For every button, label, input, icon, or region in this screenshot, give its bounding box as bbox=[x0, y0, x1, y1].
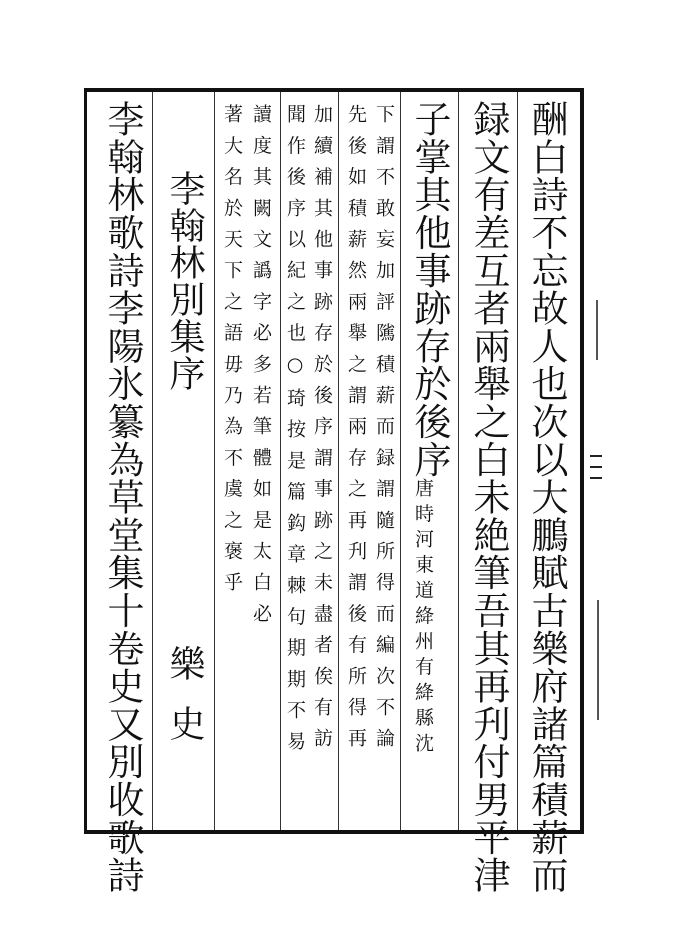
column-rule bbox=[458, 92, 459, 830]
text-column-8: 李翰林歌詩李陽氷纂為草堂集十卷史又別收歌詩 bbox=[101, 100, 144, 894]
column-rule bbox=[214, 92, 215, 830]
text-column-3: 子掌其他事跡存於後序 bbox=[408, 100, 451, 478]
annotation-column-4b: 先後如積薪然兩舉之謂兩存之再刋謂後有所得再 bbox=[345, 104, 367, 760]
column-rule bbox=[338, 92, 339, 830]
text-column-2: 録文有差互者兩舉之白未絶筆吾其再刋付男平津 bbox=[467, 100, 510, 894]
section-title: 李翰林別集序 bbox=[164, 170, 205, 392]
column-rule bbox=[152, 92, 153, 830]
fold-tick bbox=[590, 455, 602, 457]
annotation-column-4a: 下謂不敢妄加評隲積薪而録謂隨所得而編次不論 bbox=[373, 104, 395, 760]
column-rule bbox=[517, 92, 518, 830]
text-column-1: 酬白詩不忘故人也次以大鵬賦古樂府諸篇積薪而 bbox=[525, 100, 568, 894]
author-name: 樂史 bbox=[164, 645, 205, 765]
annotation-column-5b: 聞作後序以紀之也○琦按是篇鈎章棘句期期不易 bbox=[284, 104, 306, 763]
annotation-column-5a: 加續補其他事跡存於後序謂事跡之未盡者俟有訪 bbox=[311, 104, 333, 760]
fold-tick bbox=[590, 466, 602, 468]
fold-marker bbox=[597, 600, 599, 720]
column-rule bbox=[400, 92, 401, 830]
column-rule bbox=[280, 92, 281, 830]
annotation-column-6a: 讀度其闕文譌字必多若筆體如是太白必 bbox=[250, 104, 272, 635]
fold-tick bbox=[590, 477, 602, 479]
annotation-column-3: 唐時河東道絳州有絳縣沈 bbox=[412, 478, 434, 759]
fold-marker bbox=[596, 300, 598, 360]
annotation-column-6b: 著大名於天下之語毋乃為不虞之褒乎 bbox=[221, 104, 243, 604]
